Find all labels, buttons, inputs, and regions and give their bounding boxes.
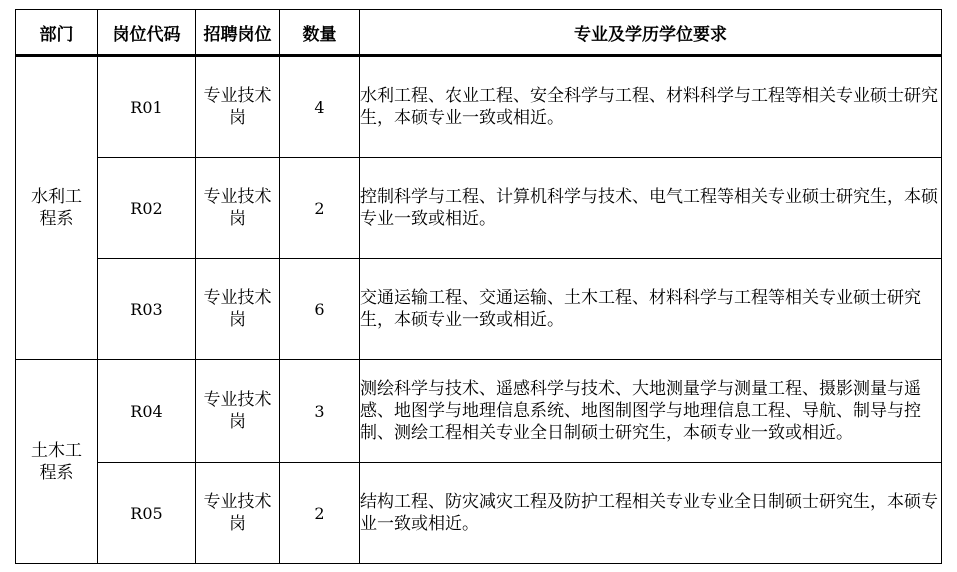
table-row xyxy=(16,259,942,360)
header-dept: 部门 xyxy=(16,10,98,56)
requirements: 交通运输工程、交通运输、土木工程、材料科学与工程等相关专业硕士研究生，本硕专业一致或相近。 xyxy=(360,259,942,360)
header-req: 专业及学历学位要求 xyxy=(360,10,942,56)
position-title-line1: 专业技术 xyxy=(203,187,272,207)
position-title xyxy=(196,158,280,259)
position-title-line2: 岗 xyxy=(229,108,246,128)
requirements: 水利工程、农业工程、安全科学与工程、材料科学与工程等相关专业硕士研究生，本硕专业一致或相近。 xyxy=(360,56,942,158)
position-title-line2: 岗 xyxy=(229,514,246,534)
requirements: 结构工程、防灾减灾工程及防护工程相关专业专业全日制硕士研究生，本硕专业一致或相近。 xyxy=(360,463,942,564)
dept-cell-water xyxy=(16,56,98,360)
position-count: 2 xyxy=(280,463,360,564)
table-row xyxy=(16,158,942,259)
position-code: R05 xyxy=(98,463,196,564)
recruitment-table xyxy=(15,9,942,564)
dept-cell-civil xyxy=(16,360,98,564)
position-code: R03 xyxy=(98,259,196,360)
position-count: 2 xyxy=(280,158,360,259)
position-title-line1: 专业技术 xyxy=(203,492,272,512)
table-row xyxy=(16,56,942,158)
position-title-line2: 岗 xyxy=(229,310,246,330)
position-title xyxy=(196,259,280,360)
position-code: R02 xyxy=(98,158,196,259)
table-row xyxy=(16,463,942,564)
dept-name-line2: 程系 xyxy=(39,209,74,229)
position-title xyxy=(196,463,280,564)
position-count: 4 xyxy=(280,56,360,158)
header-code: 岗位代码 xyxy=(98,10,196,56)
dept-name-line1: 土木工 xyxy=(31,440,82,461)
position-title xyxy=(196,56,280,158)
position-title-line2: 岗 xyxy=(229,209,246,229)
position-title-line1: 专业技术 xyxy=(203,288,272,308)
dept-name-line2: 程系 xyxy=(39,462,74,483)
position-count: 3 xyxy=(280,360,360,463)
position-code: R01 xyxy=(98,56,196,158)
position-title xyxy=(196,360,280,463)
header-post: 招聘岗位 xyxy=(196,10,280,56)
position-title-line1: 专业技术 xyxy=(203,390,272,410)
requirements: 控制科学与工程、计算机科学与技术、电气工程等相关专业硕士研究生，本硕专业一致或相近。 xyxy=(360,158,942,259)
header-row xyxy=(16,10,942,56)
requirements: 测绘科学与技术、遥感科学与技术、大地测量学与测量工程、摄影测量与遥感、地图学与地理信息系统、地图制图学与地理信息工程、导航、制导与控制、测绘工程相关专业全日制硕士研究生，本硕专业一致或相近。 xyxy=(360,360,942,463)
table-row xyxy=(16,360,942,463)
position-title-line1: 专业技术 xyxy=(203,86,272,106)
dept-name-line1: 水利工 xyxy=(31,187,82,207)
position-count: 6 xyxy=(280,259,360,360)
position-code: R04 xyxy=(98,360,196,463)
position-title-line2: 岗 xyxy=(229,412,246,432)
header-count: 数量 xyxy=(280,10,360,56)
